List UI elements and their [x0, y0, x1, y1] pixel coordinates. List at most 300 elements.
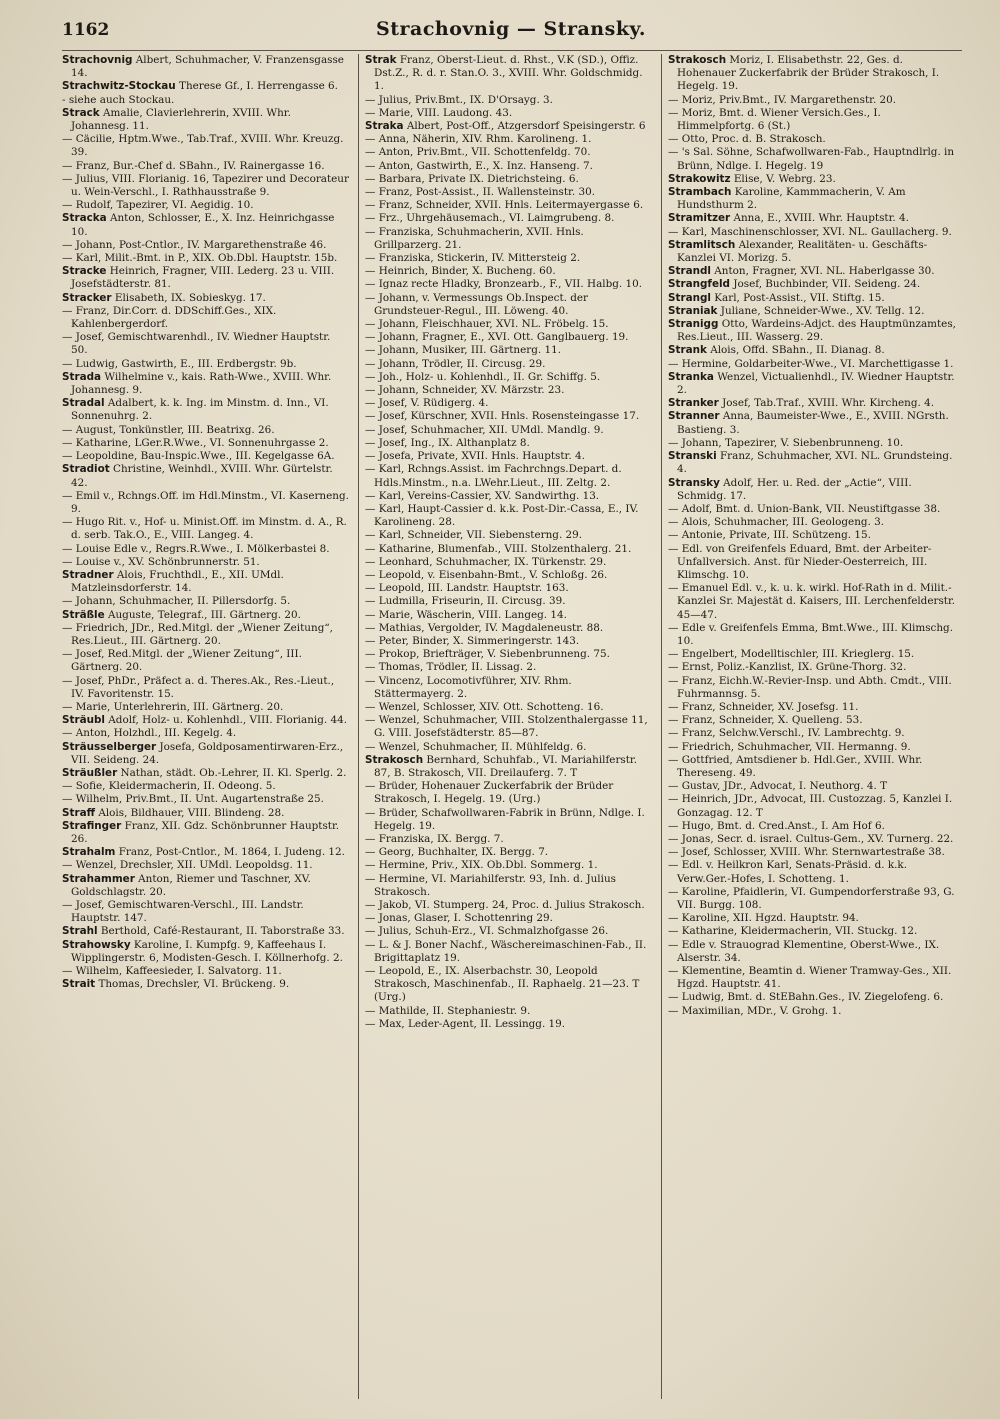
- entry-details: Josef, Buchbinder, VII. Seideng. 24.: [733, 278, 921, 291]
- entry-details: — Johann, Fragner, E., XVI. Ott. Ganglbauerg. 19.: [365, 331, 629, 344]
- directory-entry: [62, 780, 350, 793]
- entry-details: Anton, Fragner, XVI. NL. Haberlgasse 30.: [714, 265, 935, 278]
- directory-entry: [668, 107, 956, 133]
- directory-entry: [365, 397, 653, 410]
- directory-entry: [365, 133, 653, 146]
- entry-details: — 's Sal. Söhne, Schafwollwaren-Fab., Hauptndlrlg. in Brünn, Ndlge. I. Hegelg. 19: [668, 146, 955, 172]
- entry-surname: Stracke: [62, 265, 107, 278]
- directory-entry: [668, 226, 956, 239]
- entry-surname: Stranker: [668, 397, 719, 410]
- entry-details: Elisabeth, IX. Sobieskyg. 17.: [114, 291, 266, 304]
- directory-entry: [365, 543, 653, 556]
- entry-details: — Wilhelm, Priv.Bmt., II. Unt. Augartenstraße 25.: [62, 793, 324, 806]
- directory-entry: [668, 397, 956, 410]
- entry-details: Moriz, I. Elisabethstr. 22, Ges. d. Hohenauer Zuckerfabrik der Brüder Strakosch, I. Hegelg. 19.: [677, 54, 940, 93]
- directory-entry: [668, 305, 956, 318]
- directory-entry: [668, 503, 956, 516]
- directory-entry: [668, 278, 956, 291]
- directory-entry: [62, 965, 350, 978]
- entry-details: — Franz, Schneider, XV. Josefsg. 11.: [668, 700, 859, 713]
- entry-surname: Sträßle: [62, 608, 105, 621]
- directory-entry: [668, 477, 956, 503]
- entry-details: Auguste, Telegraf., III. Gärtnerg. 20.: [107, 608, 301, 621]
- entry-details: — Johann, Schuhmacher, II. Pillersdorfg. 5.: [62, 595, 291, 608]
- directory-entry: [62, 516, 350, 542]
- directory-entry: [62, 252, 350, 265]
- directory-entry: [365, 54, 653, 94]
- directory-entry: [365, 503, 653, 529]
- directory-entry: [365, 463, 653, 489]
- directory-entry: [668, 133, 956, 146]
- entry-details: — Leopold, III. Landstr. Hauptstr. 163.: [365, 582, 569, 595]
- entry-details: — Jonas, Glaser, I. Schottenring 29.: [365, 912, 553, 925]
- directory-entry: [62, 978, 350, 991]
- entry-details: — Cäcilie, Hptm.Wwe., Tab.Traf., XVIII. Whr. Kreuzg. 39.: [62, 133, 344, 159]
- entry-details: Karl, Post-Assist., VII. Stiftg. 15.: [714, 291, 885, 304]
- entry-details: Adolf, Her. u. Red. der „Actie“, VIII. Schmidg. 17.: [677, 476, 912, 502]
- column-2: [365, 54, 653, 1404]
- entry-details: — Anton, Priv.Bmt., VII. Schottenfeldg. 70.: [365, 146, 591, 159]
- entry-details: — Rudolf, Tapezirer, VI. Aegidig. 10.: [62, 199, 254, 212]
- entry-details: — Wilhelm, Kaffeesieder, I. Salvatorg. 11.: [62, 965, 282, 978]
- directory-entry: [62, 371, 350, 397]
- entry-details: Franz, Post-Cntlor., M. 1864, I. Judeng. 12.: [118, 846, 345, 859]
- directory-entry: [62, 133, 350, 159]
- directory-entry: [668, 265, 956, 278]
- directory-entry: [62, 939, 350, 965]
- entry-details: — Prokop, Briefträger, V. Siebenbrunneng. 75.: [365, 648, 610, 661]
- entry-details: — Johann, Schneider, XV. Märzstr. 23.: [365, 384, 565, 397]
- directory-entry: [365, 371, 653, 384]
- directory-entry: [668, 780, 956, 793]
- entry-details: — Josef, Gemischtwaren-Verschl., III. Landstr. Hauptstr. 147.: [62, 899, 304, 925]
- directory-entry: [365, 648, 653, 661]
- entry-surname: Strachovnig: [62, 54, 133, 66]
- directory-entry: [668, 701, 956, 714]
- entry-surname: Stranner: [668, 410, 720, 423]
- entry-surname: Straff: [62, 806, 96, 819]
- directory-entry: [62, 820, 350, 846]
- entry-details: — Moriz, Priv.Bmt., IV. Margarethenstr. 20.: [668, 93, 897, 106]
- entry-details: Juliane, Schneider-Wwe., XV. Tellg. 12.: [720, 304, 925, 317]
- directory-entry: [365, 1005, 653, 1018]
- directory-entry: [668, 173, 956, 186]
- entry-surname: Strambach: [668, 186, 732, 199]
- directory-entry: [668, 212, 956, 225]
- directory-entry: [62, 160, 350, 173]
- directory-entry: [62, 846, 350, 859]
- entry-details: — Josef, Kürschner, XVII. Hnls. Rosensteingasse 17.: [365, 410, 640, 423]
- entry-surname: Strack: [62, 106, 100, 119]
- entry-details: — Leopold, v. Eisenbahn-Bmt., V. Schloßg. 26.: [365, 568, 608, 581]
- entry-details: — Franz, Schneider, X. Quelleng. 53.: [668, 714, 863, 727]
- directory-entry: [365, 833, 653, 846]
- directory-entry: [365, 595, 653, 608]
- directory-entry: [365, 859, 653, 872]
- directory-entry: [365, 661, 653, 674]
- page-header: [62, 18, 960, 50]
- entry-details: — Leonhard, Schuhmacher, IX. Türkenstr. 29.: [365, 555, 607, 568]
- entry-details: — Wenzel, Drechsler, XII. UMdl. Leopoldsg. 11.: [62, 859, 313, 872]
- entry-details: Amalie, Clavierlehrerin, XVIII. Whr. Johannesg. 11.: [71, 106, 291, 133]
- entry-details: — Ernst, Poliz.-Kanzlist, IX. Grüne-Thorg. 32.: [668, 661, 907, 674]
- entry-details: — Josef, V. Rüdigerg. 4.: [365, 397, 489, 410]
- entry-details: Adalbert, k. k. Ing. im Minstm. d. Inn., VI. Sonnenuhrg. 2.: [71, 397, 329, 423]
- directory-entry: [365, 965, 653, 1005]
- directory-entry: [62, 609, 350, 622]
- entry-details: — Vincenz, Locomotivführer, XIV. Rhm. Stättermayerg. 2.: [365, 674, 572, 700]
- directory-entry: [62, 265, 350, 291]
- directory-entry: [668, 239, 956, 265]
- directory-entry: [668, 450, 956, 476]
- entry-details: Bernhard, Schuhfab., VI. Mariahilferstr. 87, B. Strakosch, VII. Dreilauferg. 7. T: [374, 753, 638, 779]
- entry-surname: Strak: [365, 54, 397, 66]
- entry-surname: Sträubl: [62, 714, 105, 727]
- directory-entry: [365, 252, 653, 265]
- entry-details: — Marie, VIII. Laudong. 43.: [365, 106, 513, 119]
- entry-details: Anna, E., XVIII. Whr. Hauptstr. 4.: [733, 212, 909, 225]
- directory-entry: [62, 94, 350, 107]
- entry-details: — Jonas, Secr. d. israel. Cultus-Gem., XV. Turnerg. 22.: [668, 832, 954, 845]
- entry-details: Adolf, Holz- u. Kohlenhdl., VIII. Florianig. 44.: [108, 714, 348, 727]
- directory-entry: [365, 807, 653, 833]
- directory-entry: [62, 675, 350, 701]
- entry-details: — Johann, Tapezirer, V. Siebenbrunneng. 10.: [668, 436, 904, 449]
- directory-entry: [668, 318, 956, 344]
- directory-entry: [365, 939, 653, 965]
- entry-details: - siehe auch Stockau.: [62, 93, 175, 106]
- entry-details: Karoline, Kammmacherin, V. Am Hundsthurm 2.: [677, 186, 906, 212]
- entry-surname: Stracka: [62, 212, 107, 225]
- directory-entry: [365, 94, 653, 107]
- entry-details: — Karl, Schneider, VII. Siebensterng. 29.: [365, 529, 583, 542]
- entry-details: — Hermine, VI. Mariahilferstr. 93, Inh. d. Julius Strakosch.: [365, 872, 616, 898]
- entry-surname: Sträußler: [62, 766, 118, 779]
- directory-entry: [365, 212, 653, 225]
- directory-entry: [365, 714, 653, 740]
- entry-details: Wilhelmine v., kais. Rath-Wwe., XVIII. Whr. Johannesg. 9.: [71, 370, 332, 397]
- entry-surname: Strandl: [668, 265, 711, 278]
- entry-details: Heinrich, Fragner, VIII. Lederg. 23 u. VIII. Josefstädterstr. 81.: [71, 265, 335, 291]
- entry-details: — Karl, Vereins-Cassier, XV. Sandwirthg. 13.: [365, 489, 600, 502]
- directory-entry: [668, 358, 956, 371]
- directory-entry: [365, 912, 653, 925]
- entry-details: — Antonie, Private, III. Schützeng. 15.: [668, 529, 871, 542]
- directory-entry: [62, 305, 350, 331]
- entry-details: — Karoline, Pfaidlerin, VI. Gumpendorferstraße 93, G. VII. Burgg. 108.: [668, 885, 955, 911]
- directory-entry: [365, 437, 653, 450]
- entry-surname: Stranigg: [668, 318, 719, 331]
- entry-details: — Barbara, Private IX. Dietrichsteing. 6.: [365, 172, 579, 185]
- entry-details: — Josef, Schlosser, XVIII. Whr. Sternwartestraße 38.: [668, 846, 945, 859]
- directory-entry: [668, 344, 956, 357]
- header-rule: [62, 50, 962, 51]
- entry-surname: Strank: [668, 344, 707, 357]
- entry-details: — Karl, Maschinenschlosser, XVI. NL. Gaullacherg. 9.: [668, 225, 952, 238]
- entry-details: Alois, Bildhauer, VIII. Blindeng. 28.: [98, 806, 285, 819]
- entry-details: — Marie, Wäscherin, VIII. Langeg. 14.: [365, 608, 567, 621]
- entry-surname: Strakosch: [668, 54, 727, 66]
- directory-entry: [365, 331, 653, 344]
- entry-details: — Wenzel, Schlosser, XIV. Ott. Schotteng. 16.: [365, 700, 604, 713]
- directory-entry: [365, 344, 653, 357]
- entry-details: — Julius, Priv.Bmt., IX. D'Orsayg. 3.: [365, 93, 553, 106]
- directory-entry: [668, 727, 956, 740]
- directory-entry: [62, 331, 350, 357]
- directory-entry: [365, 186, 653, 199]
- entry-details: — Moriz, Bmt. d. Wiener Versich.Ges., I. Himmelpfortg. 6 (St.): [668, 106, 881, 133]
- column-1: [62, 54, 350, 1404]
- entry-details: Anton, Riemer und Taschner, XV. Goldschlagstr. 20.: [71, 872, 311, 898]
- entry-details: — Joh., Holz- u. Kohlenhdl., II. Gr. Schiffg. 5.: [365, 370, 601, 383]
- entry-details: — Emil v., Rchngs.Off. im Hdl.Minstm., VI. Kaserneng. 9.: [62, 489, 349, 515]
- entry-details: Franz, Oberst-Lieut. d. Rhst., V.K (SD.), Offiz. Dst.Z., R. d. r. Stan.O. 3., XVIII. Whr. Goldschmidg. 1.: [374, 54, 643, 93]
- directory-entry: [668, 675, 956, 701]
- entry-details: — Alois, Schuhmacher, III. Geologeng. 3.: [668, 516, 885, 529]
- entry-surname: Strahammer: [62, 872, 135, 885]
- directory-entry: [62, 622, 350, 648]
- entry-details: — Ludmilla, Friseurin, II. Circusg. 39.: [365, 595, 566, 608]
- entry-details: — Katharine, Blumenfab., VIII. Stolzenthalerg. 21.: [365, 542, 632, 555]
- directory-entry: [668, 54, 956, 94]
- entry-details: — Josef, Gemischtwarenhdl., IV. Wiedner Hauptstr. 50.: [62, 331, 331, 357]
- entry-details: — Mathilde, II. Stephaniestr. 9.: [365, 1004, 531, 1017]
- entry-details: — Hermine, Goldarbeiter-Wwe., VI. Marchettigasse 1.: [668, 357, 954, 370]
- entry-surname: Strangl: [668, 291, 711, 304]
- directory-entry: [62, 54, 350, 80]
- directory-entry: [62, 80, 350, 93]
- entry-details: — Edle v. Strauograd Klementine, Oberst-Wwe., IX. Alserstr. 34.: [668, 938, 940, 964]
- directory-entry: [365, 529, 653, 542]
- directory-entry: [62, 714, 350, 727]
- entry-details: — Karoline, XII. Hgzd. Hauptstr. 94.: [668, 912, 859, 925]
- entry-details: — Marie, Unterlehrerin, III. Gärtnerg. 20.: [62, 700, 284, 713]
- directory-entry: [365, 1018, 653, 1031]
- directory-entry: [668, 516, 956, 529]
- entry-details: — Brüder, Schafwollwaren-Fabrik in Brünn, Ndlge. I. Hegelg. 19.: [365, 806, 645, 832]
- directory-entry: [62, 569, 350, 595]
- entry-surname: Strada: [62, 370, 102, 383]
- entry-details: — Franziska, Stickerin, IV. Mittersteig 2.: [365, 252, 581, 265]
- entry-details: Anna, Baumeister-Wwe., E., XVIII. NGrsth. Bastieng. 3.: [677, 410, 949, 436]
- directory-entry: [62, 239, 350, 252]
- entry-surname: Straniak: [668, 304, 718, 317]
- directory-entry: [668, 939, 956, 965]
- entry-details: Franz, Schuhmacher, XVI. NL. Grundsteing. 4.: [677, 450, 953, 476]
- running-title: Strachovnig — Stransky.: [376, 18, 646, 40]
- directory-entry: [365, 265, 653, 278]
- entry-details: — Thomas, Trödler, II. Lissag. 2.: [365, 661, 537, 674]
- directory-entry: [365, 635, 653, 648]
- directory-entry: [365, 120, 653, 133]
- entry-details: — Adolf, Bmt. d. Union-Bank, VII. Neustiftgasse 38.: [668, 502, 941, 515]
- directory-entry: [62, 556, 350, 569]
- directory-entry: [365, 899, 653, 912]
- directory-entry: [668, 292, 956, 305]
- directory-entry: [62, 741, 350, 767]
- directory-entry: [365, 846, 653, 859]
- entry-details: — Franziska, Schuhmacherin, XVII. Hnls. Grillparzerg. 21.: [365, 225, 584, 251]
- directory-entry: [62, 107, 350, 133]
- entry-surname: Strakosch: [365, 753, 424, 766]
- entry-details: — Josefa, Private, XVII. Hnls. Hauptstr. 4.: [365, 450, 585, 463]
- directory-entry: [668, 437, 956, 450]
- directory-entry: [62, 424, 350, 437]
- directory-entry: [62, 873, 350, 899]
- entry-details: — Emanuel Edl. v., k. u. k. wirkl. Hof-Rath in d. Milit.-Kanzlei Sr. Majestät d. Kaisers, III. Lerchenfelderstr. 45—47.: [668, 582, 956, 621]
- directory-entry: [62, 648, 350, 674]
- directory-entry: [365, 925, 653, 938]
- entry-details: Christine, Weinhdl., XVIII. Whr. Gürtelstr. 42.: [71, 463, 333, 489]
- directory-entry: [668, 648, 956, 661]
- directory-entry: [668, 714, 956, 727]
- directory-entry: [62, 793, 350, 806]
- entry-details: — Franz, Bur.-Chef d. SBahn., IV. Rainergasse 16.: [62, 159, 325, 172]
- directory-entry: [668, 146, 956, 172]
- directory-entry: [62, 358, 350, 371]
- entry-details: — Franz, Eichh.W.-Revier-Insp. und Abth. Cmdt., VIII. Fuhrmannsg. 5.: [668, 674, 952, 700]
- entry-details: — Hugo Rit. v., Hof- u. Minist.Off. im Minstm. d. A., R. d. serb. Tak.O., E., VIII. Langeg. 4.: [62, 516, 347, 542]
- entry-details: — L. & J. Boner Nachf., Wäschereimaschinen-Fab., II. Brigittaplatz 19.: [365, 938, 647, 964]
- directory-entry: [365, 278, 653, 291]
- entry-details: — Julius, Schuh-Erz., VI. Schmalzhofgasse 26.: [365, 925, 609, 938]
- directory-entry: [365, 173, 653, 186]
- entry-surname: Sträusselberger: [62, 740, 157, 753]
- entry-surname: Straka: [365, 120, 404, 133]
- directory-entry: [62, 859, 350, 872]
- directory-entry: [62, 212, 350, 238]
- entry-details: — Heinrich, Binder, X. Bucheng. 60.: [365, 265, 556, 278]
- entry-surname: Stramitzer: [668, 212, 731, 225]
- directory-entry: [365, 410, 653, 423]
- entry-details: — Ludwig, Bmt. d. StEBahn.Ges., IV. Ziegelofeng. 6.: [668, 991, 944, 1004]
- entry-details: — Edl. von Greifenfels Eduard, Bmt. der Arbeiter-Unfallversich. Anst. für Nieder-Oesterreich, III. Klimschg. 10.: [668, 542, 932, 581]
- entry-details: Elise, V. Webrg. 23.: [733, 172, 836, 185]
- entry-details: — Johann, Musiker, III. Gärtnerg. 11.: [365, 344, 562, 357]
- entry-details: — Max, Leder-Agent, II. Lessingg. 19.: [365, 1017, 566, 1030]
- entry-details: — August, Tonkünstler, III. Beatrixg. 26.: [62, 423, 275, 436]
- entry-details: — Hugo, Bmt. d. Cred.Anst., I. Am Hof 6.: [668, 819, 885, 832]
- entry-details: Anton, Schlosser, E., X. Inz. Heinrichgasse 10.: [71, 212, 335, 238]
- entry-surname: Strangfeld: [668, 278, 730, 291]
- entry-details: Alois, Offd. SBahn., II. Dianag. 8.: [710, 344, 885, 357]
- directory-entry: [365, 701, 653, 714]
- directory-entry: [365, 873, 653, 899]
- entry-surname: Strahl: [62, 925, 98, 938]
- entry-details: — Franz, Schneider, XVII. Hnls. Leitermayergasse 6.: [365, 199, 644, 212]
- entry-surname: Strahowsky: [62, 938, 131, 951]
- entry-details: Josef, Tab.Traf., XVIII. Whr. Kircheng. 4.: [722, 397, 935, 410]
- entry-details: — Friedrich, JDr., Red.Mitgl. der „Wiener Zeitung“, Res.Lieut., III. Gärtnerg. 20.: [62, 621, 333, 647]
- entry-details: Franz, XII. Gdz. Schönbrunner Hauptstr. 26.: [71, 819, 340, 845]
- entry-details: — Wenzel, Schuhmacher, VIII. Stolzenthalergasse 11, G. VIII. Josefstädterstr. 85—87.: [365, 714, 648, 740]
- entry-details: — Anton, Gastwirth, E., X. Inz. Hanseng. 7.: [365, 159, 593, 172]
- directory-entry: [62, 807, 350, 820]
- directory-entry: [365, 609, 653, 622]
- entry-details: — Gottfried, Amtsdiener b. Hdl.Ger., XVIII. Whr. Thereseng. 49.: [668, 753, 923, 779]
- directory-entry: [62, 463, 350, 489]
- entry-surname: Strait: [62, 978, 96, 991]
- entry-details: — Katharine, Kleidermacherin, VII. Stuckg. 12.: [668, 925, 918, 938]
- directory-entry: [668, 741, 956, 754]
- directory-entry: [668, 371, 956, 397]
- directory-entry: [365, 450, 653, 463]
- directory-entry: [62, 595, 350, 608]
- entry-surname: Strachwitz-Stockau: [62, 80, 176, 93]
- directory-entry: [668, 622, 956, 648]
- entry-details: — Franziska, IX. Bergg. 7.: [365, 832, 504, 845]
- directory-entry: [365, 556, 653, 569]
- entry-details: — Engelbert, Modelltischler, III. Krieglerg. 15.: [668, 648, 915, 661]
- directory-columns: [62, 54, 962, 1404]
- directory-entry: [62, 450, 350, 463]
- directory-entry: [365, 160, 653, 173]
- directory-entry: [62, 292, 350, 305]
- entry-details: — Karl, Haupt-Cassier d. k.k. Post-Dir.-Cassa, E., IV. Karolineng. 28.: [365, 502, 639, 529]
- directory-entry: [365, 569, 653, 582]
- directory-entry: [668, 833, 956, 846]
- directory-entry: [365, 424, 653, 437]
- directory-entry: [62, 701, 350, 714]
- directory-entry: [365, 199, 653, 212]
- entry-details: — Ludwig, Gastwirth, E., III. Erdbergstr. 9b.: [62, 357, 297, 370]
- entry-details: — Friedrich, Schuhmacher, VII. Hermanng. 9.: [668, 740, 911, 753]
- directory-entry: [365, 146, 653, 159]
- directory-entry: [668, 886, 956, 912]
- directory-entry: [668, 1005, 956, 1018]
- column-3: [668, 54, 956, 1404]
- entry-details: — Karl, Rchngs.Assist. im Fachrchngs.Depart. d. Hdls.Minstm., n.a. LWehr.Lieut., III. Zeltg. 2.: [365, 463, 622, 489]
- entry-details: — Josef, Schuhmacher, XII. UMdl. Mandlg. 9.: [365, 423, 604, 436]
- entry-surname: Stradner: [62, 568, 114, 581]
- entry-details: — Johann, v. Vermessungs Ob.Inspect. der Grundsteuer-Regul., III. Löweng. 40.: [365, 291, 589, 317]
- directory-entry: [62, 437, 350, 450]
- directory-entry: [365, 622, 653, 635]
- directory-entry: [668, 529, 956, 542]
- directory-entry: [62, 397, 350, 423]
- entry-details: — Sofie, Kleidermacherin, II. Odeong. 5.: [62, 780, 276, 793]
- directory-entry: [365, 226, 653, 252]
- directory-entry: [62, 899, 350, 925]
- entry-details: — Johann, Fleischhauer, XVI. NL. Fröbelg. 15.: [365, 318, 609, 331]
- entry-details: — Louise Edle v., Regrs.R.Wwe., I. Mölkerbastei 8.: [62, 542, 330, 555]
- directory-entry: [62, 543, 350, 556]
- directory-entry: [62, 199, 350, 212]
- directory-entry: [668, 410, 956, 436]
- entry-details: — Edle v. Greifenfels Emma, Bmt.Wwe., III. Klimschg. 10.: [668, 621, 953, 647]
- directory-entry: [365, 358, 653, 371]
- entry-details: — Karl, Milit.-Bmt. in P., XIX. Ob.Dbl. Hauptstr. 15b.: [62, 252, 338, 265]
- entry-details: — Franz, Selchw.Verschl., IV. Lambrechtg. 9.: [668, 727, 905, 740]
- entry-details: — Leopoldine, Bau-Inspic.Wwe., III. Kegelgasse 6A.: [62, 450, 335, 463]
- directory-entry: [62, 925, 350, 938]
- entry-details: — Franz, Dir.Corr. d. DDSchiff.Ges., XIX. Kahlenbergerdorf.: [62, 304, 277, 331]
- directory-entry: [668, 846, 956, 859]
- entry-details: — Otto, Proc. d. B. Strakosch.: [668, 133, 826, 146]
- entry-details: — Heinrich, JDr., Advocat, III. Custozzag. 5, Kanzlei I. Gonzagag. 12. T: [668, 793, 953, 819]
- directory-entry: [62, 727, 350, 740]
- entry-details: — Katharine, LGer.R.Wwe., VI. Sonnenuhrgasse 2.: [62, 436, 329, 449]
- directory-entry: [365, 780, 653, 806]
- entry-details: Thomas, Drechsler, VI. Brückeng. 9.: [98, 978, 290, 991]
- entry-surname: Strakowitz: [668, 172, 731, 185]
- entry-details: — Josef, Red.Mitgl. der „Wiener Zeitung“, III. Gärtnerg. 20.: [62, 648, 302, 674]
- entry-surname: Stramlitsch: [668, 238, 736, 251]
- entry-details: — Klementine, Beamtin d. Wiener Tramway-Ges., XII. Hgzd. Hauptstr. 41.: [668, 965, 952, 991]
- entry-details: — Jakob, VI. Stumperg. 24, Proc. d. Julius Strakosch.: [365, 899, 645, 911]
- directory-entry: [668, 94, 956, 107]
- directory-entry: [668, 582, 956, 622]
